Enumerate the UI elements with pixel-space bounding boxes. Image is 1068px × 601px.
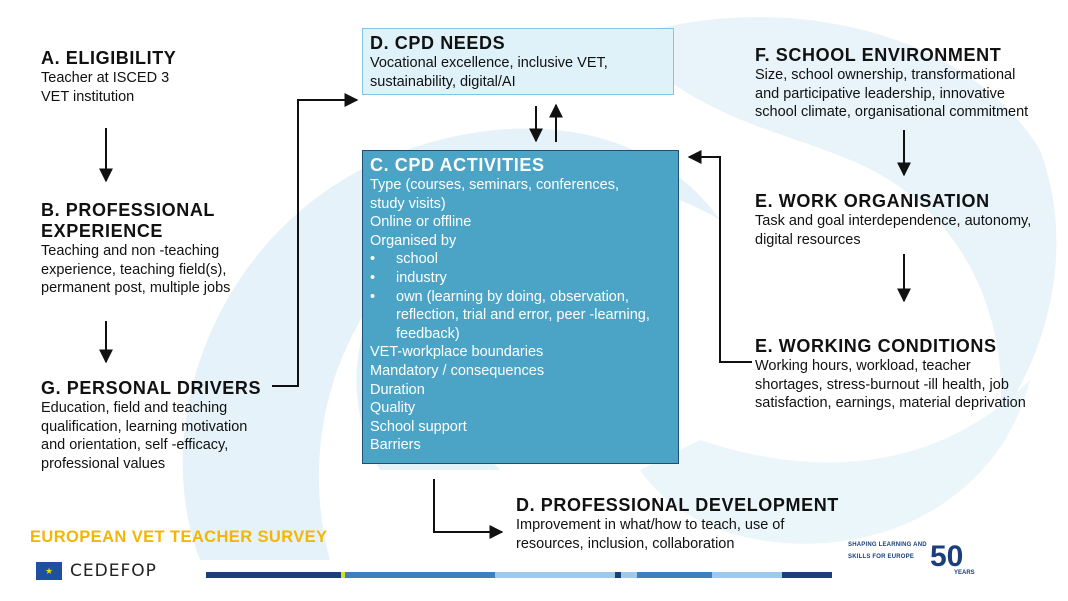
anniversary-tagline: SKILLS FOR EUROPE	[848, 554, 915, 560]
personal-drivers-line: Education, field and teaching	[41, 400, 228, 416]
bullet-text-own	[396, 288, 650, 344]
professional-experience-line: Teaching and non -teaching	[41, 243, 220, 259]
bullet-text-line: own (learning by doing, observation,	[396, 288, 629, 305]
personal-drivers-line: and orientation, self -efficacy,	[41, 437, 229, 454]
professional-development-line: resources, inclusion, collaboration	[516, 535, 735, 552]
work-organisation-title: E. WORK ORGANISATION	[755, 191, 990, 211]
eligibility-block	[41, 48, 176, 106]
bullet-text-line: feedback)	[396, 325, 460, 342]
cpd-activities-line: Duration	[370, 381, 425, 398]
cpd-activities-line: Type (courses, seminars, conferences,	[370, 177, 620, 193]
anniversary-logo	[848, 540, 975, 576]
working-conditions-title: E. WORKING CONDITIONS	[755, 336, 997, 356]
anniversary-tagline: SHAPING LEARNING AND	[848, 542, 927, 548]
anniversary-years: YEARS	[954, 570, 975, 576]
professional-experience-line: experience, teaching field(s),	[41, 261, 227, 278]
footer-stripe-4	[495, 572, 615, 578]
bullet-marker: •	[370, 269, 376, 286]
bullet-text-line: reflection, trial and error, peer -learning,	[396, 307, 650, 324]
anniversary-number: 50	[930, 540, 964, 573]
footer-stripe-6	[621, 572, 637, 578]
eligibility-line: VET institution	[41, 88, 135, 105]
professional-experience-title: B. PROFESSIONAL	[41, 200, 216, 220]
cpd-needs-box	[362, 28, 674, 95]
cpd-needs-line: sustainability, digital/AI	[370, 73, 516, 90]
working-conditions-line: Working hours, workload, teacher	[755, 358, 971, 374]
cpd-activities-line: Mandatory / consequences	[370, 362, 545, 379]
cpd-activities-line: Quality	[370, 400, 416, 417]
professional-experience-line: permanent post, multiple jobs	[41, 280, 231, 297]
school-environment-title: F. SCHOOL ENVIRONMENT	[755, 45, 1002, 65]
work-organisation-block	[755, 191, 1031, 249]
eligibility-title: A. ELIGIBILITY	[41, 48, 177, 68]
cpd-activities-line: Barriers	[370, 437, 421, 454]
cpd-activities-line: School support	[370, 418, 467, 435]
cpd-activities-box	[362, 150, 679, 464]
eligibility-line: Teacher at ISCED 3	[41, 70, 170, 86]
bullet-text: school	[396, 251, 438, 268]
arrow-conditions-to-activities	[689, 157, 752, 362]
working-conditions-line: satisfaction, earnings, material deprivation	[755, 395, 1026, 412]
professional-development-line: Improvement in what/how to teach, use of	[516, 517, 785, 533]
footer-stripe-9	[782, 572, 832, 578]
survey-title: EUROPEAN VET TEACHER SURVEY	[30, 528, 328, 546]
footer-stripe-1	[206, 572, 341, 578]
school-environment-line: school climate, organisational commitment	[755, 104, 1029, 121]
professional-experience-title: EXPERIENCE	[41, 221, 164, 241]
personal-drivers-line: professional values	[41, 455, 166, 472]
bullet-marker: •	[370, 288, 376, 305]
personal-drivers-title: G. PERSONAL DRIVERS	[41, 378, 262, 398]
school-environment-line: and participative leadership, innovative	[755, 85, 1005, 102]
cpd-activities-line: study visits)	[370, 195, 446, 212]
cpd-activities-line: Online or offline	[370, 214, 472, 231]
personal-drivers-block	[41, 378, 261, 473]
footer-stripe-8	[712, 572, 782, 578]
work-organisation-line: digital resources	[755, 231, 861, 248]
professional-experience-block	[41, 200, 230, 298]
cpd-activities-bullet	[370, 269, 671, 288]
working-conditions-block	[755, 336, 1026, 413]
cpd-activities-line: Organised by	[370, 232, 457, 249]
personal-drivers-line: qualification, learning motivation	[41, 418, 248, 435]
cpd-needs-line: Vocational excellence, inclusive VET,	[370, 55, 608, 71]
cpd-activities-line: VET-workplace boundaries	[370, 344, 544, 361]
cpd-activities-title: C. CPD ACTIVITIES	[370, 155, 545, 175]
work-organisation-line: Task and goal interdependence, autonomy,	[755, 213, 1032, 229]
cedefop-logo-text: CEDEFOP	[70, 561, 157, 581]
cpd-activities-bullet	[370, 288, 671, 344]
footer-stripe-3	[345, 572, 495, 578]
cedefop-logo	[36, 561, 157, 581]
footer-stripe-5	[615, 572, 621, 578]
school-environment-block	[755, 45, 1028, 122]
bullet-marker: •	[370, 251, 376, 268]
bullet-text: industry	[396, 269, 447, 286]
footer-stripe-7	[637, 572, 712, 578]
working-conditions-line: shortages, stress-burnout -ill health, job	[755, 376, 1009, 393]
school-environment-line: Size, school ownership, transformational	[755, 67, 1016, 83]
cpd-needs-title: D. CPD NEEDS	[370, 33, 506, 53]
eu-flag-icon: ★	[36, 562, 62, 580]
professional-development-block	[516, 495, 839, 553]
arrow-activities-to-development	[434, 479, 502, 532]
footer-stripe-2	[341, 572, 345, 578]
cpd-activities-bullet	[370, 250, 671, 269]
professional-development-title: D. PROFESSIONAL DEVELOPMENT	[516, 495, 839, 515]
